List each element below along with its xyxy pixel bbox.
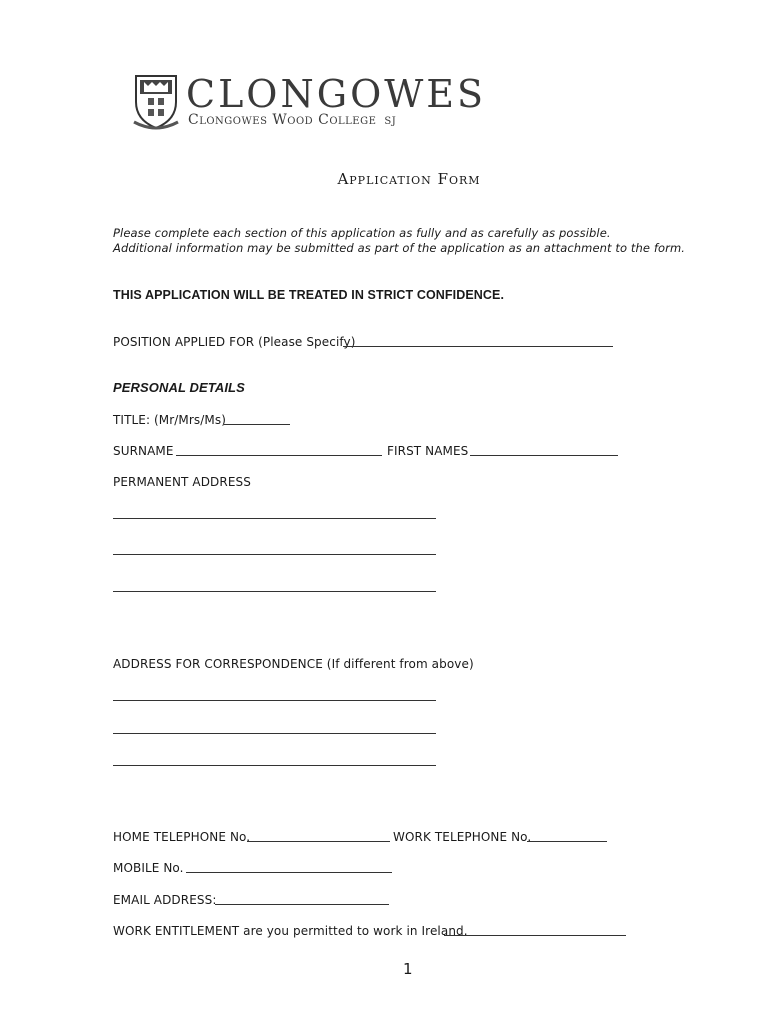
mobile-field[interactable] [186,872,392,873]
school-crest-icon [132,72,180,132]
correspondence-address-line-2[interactable] [113,733,436,734]
logo-subtitle-text: Clongowes Wood College [188,112,377,128]
permanent-address-line-3[interactable] [113,591,436,592]
intro-line-1: Please complete each section of this application as fully and as carefully as possible. [113,226,611,240]
email-label: EMAIL ADDRESS: [113,893,217,907]
home-phone-field[interactable] [247,841,390,842]
permanent-address-label: PERMANENT ADDRESS [113,475,251,489]
title-label: TITLE: (Mr/Mrs/Ms) [113,413,227,427]
logo-subtitle-suffix: SJ [384,116,397,127]
first-names-field[interactable] [470,455,618,456]
first-names-label: FIRST NAMES [387,444,469,458]
work-entitlement-field[interactable] [444,935,626,936]
position-label: POSITION APPLIED FOR (Please Specify) [113,335,356,349]
confidence-notice: THIS APPLICATION WILL BE TREATED IN STRICT CONFIDENCE. [113,288,505,302]
email-field[interactable] [215,904,389,905]
correspondence-address-line-3[interactable] [113,765,436,766]
correspondence-address-line-1[interactable] [113,700,436,701]
page-number: 1 [403,960,413,978]
work-phone-label: WORK TELEPHONE No. [393,830,532,844]
title-field[interactable] [224,424,290,425]
logo-title: CLONGOWES [186,72,487,116]
surname-label: SURNAME [113,444,174,458]
form-title: Application Form [337,170,481,188]
permanent-address-line-1[interactable] [113,518,436,519]
home-phone-label: HOME TELEPHONE No. [113,830,251,844]
surname-field[interactable] [176,455,382,456]
permanent-address-line-2[interactable] [113,554,436,555]
correspondence-address-label: ADDRESS FOR CORRESPONDENCE (If different from above) [113,657,474,671]
logo-subtitle [188,112,396,128]
mobile-label: MOBILE No. [113,861,184,875]
work-phone-field[interactable] [527,841,607,842]
logo [132,72,487,134]
position-field[interactable] [343,346,613,347]
personal-details-heading: PERSONAL DETAILS [113,380,245,395]
work-entitlement-label: WORK ENTITLEMENT are you permitted to work in Ireland. [113,924,468,938]
intro-line-2: Additional information may be submitted as part of the application as an attachment to the form. [113,241,686,255]
